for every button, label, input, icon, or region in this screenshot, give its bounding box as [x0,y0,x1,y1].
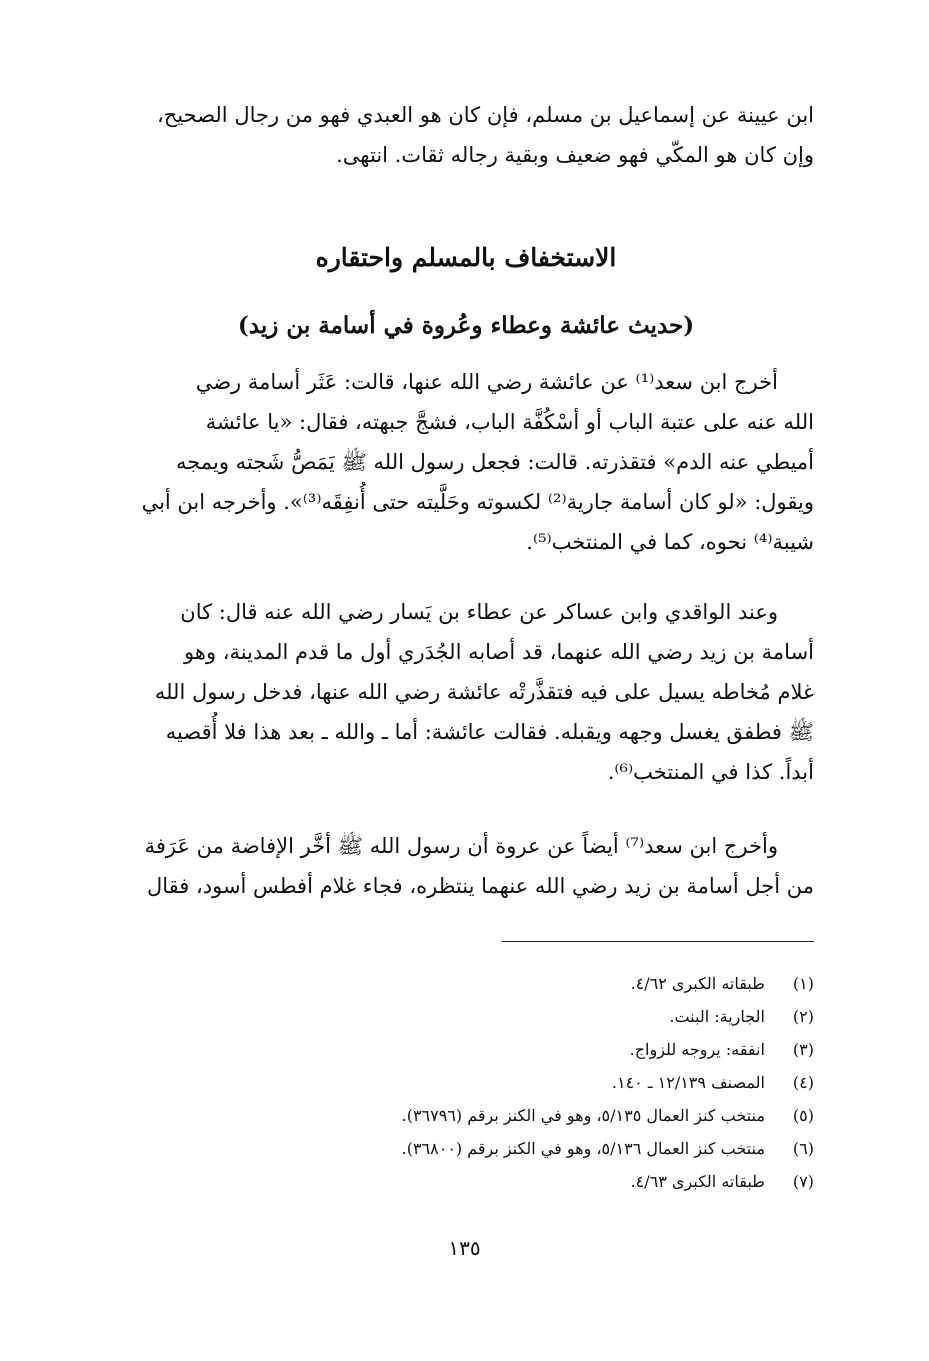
footnote-text: منتخب كنز العمال ٥/١٣٥، وهو في الكنز برقم (٣٦٧٩٦). [401,1106,765,1125]
intro-paragraph [118,95,814,175]
footnote-text: طبقاته الكبرى ٤/٦٣. [630,1172,765,1191]
text-line: الله عنه على عتبة الباب أو أسْكُفَّة الباب، فشجَّ جبهته، فقال: «يا عائشة [205,410,814,434]
footnote [200,1165,814,1198]
footnote-text: منتخب كنز العمال ٥/١٣٦، وهو في الكنز برقم (٣٦٨٠٠). [401,1139,765,1158]
footnote-text: طبقاته الكبرى ٤/٦٢. [630,974,765,993]
text-line: وعند الواقدي وابن عساكر عن عطاء بن يَسار رضي الله عنه قال: كان [180,600,778,624]
text-line: من أجل أسامة بن زيد رضي الله عنهما ينتظره، فجاء غلام أفطس أسود، فقال [146,874,814,898]
section-title: الاستخفاف بالمسلم واحتقاره [315,243,617,272]
text-line: ويقول: «لو كان أسامة جارية⁽²⁾ لكسوته وحَلَّيته حتى أُنفِقَه⁽³⁾». وأخرجه ابن أبي [141,490,814,514]
footnote [200,967,814,1000]
footnote-number: (١) [792,974,814,993]
section-subtitle: (حديث عائشة وعطاء وعُروة في أسامة بن زيد) [237,312,695,339]
footnote-number: (٣) [792,1040,814,1059]
footnotes [200,967,814,1198]
page-number: ١٣٥ [448,1236,481,1260]
text-line: أسامة بن زيد رضي الله عنهما، قد أصابه الجُدَري أول ما قدم المدينة، وهو [184,640,814,664]
text-line: وإن كان هو المكّي فهو ضعيف وبقية رجاله ثقات. انتهى. [336,143,814,167]
footnote-number: (٧) [792,1172,814,1191]
footnote-divider [502,941,814,942]
footnote-number: (٤) [792,1073,814,1092]
footnote-text: المصنف ١٢/١٣٩ ـ ١٤٠. [611,1073,765,1092]
text-line: أميطي عنه الدم» فتقذرته. قالت: فجعل رسول الله ﷺ يَمَصُّ شَجته ويمجه [176,450,814,474]
footnote-number: (٦) [792,1139,814,1158]
footnote [200,1033,814,1066]
text-line: غلام مُخاطه يسيل على فيه فتقذَّرتْه عائشة رضي الله عنها، فدخل رسول الله [154,680,814,704]
footnote [200,1099,814,1132]
footnote [200,1000,814,1033]
text-line: ابن عيينة عن إسماعيل بن مسلم، فإن كان هو العبدي فهو من رجال الصحيح، [156,103,814,127]
footnote [200,1132,814,1165]
footnote-text: انفقه: يروجه للزواج. [629,1040,765,1059]
text-line: ﷺ فطفق يغسل وجهه ويقبله. فقالت عائشة: أما ـ والله ـ بعد هذا فلا أُقصيه [165,720,814,744]
text-line: وأخرج ابن سعد⁽⁷⁾ أيضاً عن عروة أن رسول الله ﷺ أخَّر الإفاضة من عَرَفة [144,834,778,858]
text-line: شيبة⁽⁴⁾ نحوه، كما في المنتخب⁽⁵⁾. [526,530,814,554]
paragraph-ata [118,592,814,792]
text-line: أخرج ابن سعد⁽¹⁾ عن عائشة رضي الله عنها، قالت: عَثَر أسامة رضي [195,370,778,394]
footnote-number: (٢) [792,1007,814,1026]
footnote-number: (٥) [792,1106,814,1125]
paragraph-urwa [118,826,814,906]
footnote-text: الجارية: البنت. [669,1007,765,1026]
paragraph-aisha [118,362,814,562]
text-line: أبداً. كذا في المنتخب⁽⁶⁾. [607,760,814,784]
footnote [200,1066,814,1099]
